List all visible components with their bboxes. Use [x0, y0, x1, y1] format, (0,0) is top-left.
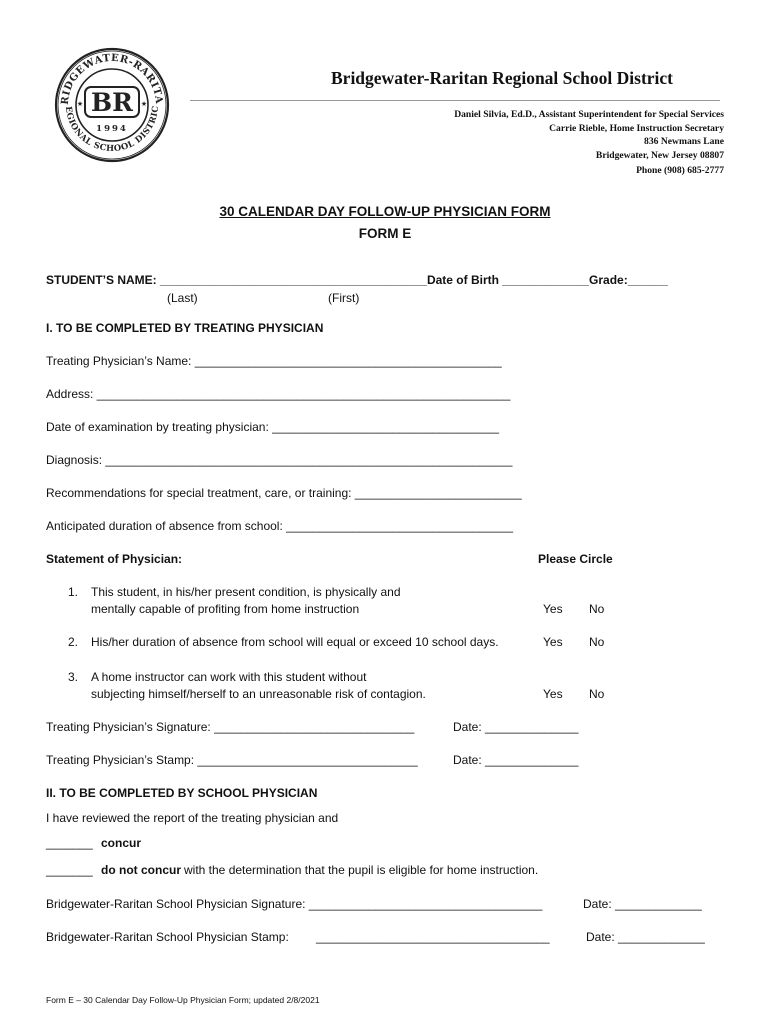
section2-heading: II. TO BE COMPLETED BY SCHOOL PHYSICIAN — [46, 786, 318, 800]
first-name-label: (First) — [328, 291, 360, 305]
treating-signature-date: Date: ______________ — [453, 720, 579, 734]
form-title: 30 CALENDAR DAY FOLLOW-UP PHYSICIAN FORM — [219, 204, 551, 219]
last-name-label: (Last) — [167, 291, 198, 305]
not-concur-label: do not concur — [101, 863, 181, 877]
school-signature-date: Date: _____________ — [583, 897, 702, 911]
statement-number: 2. — [68, 635, 79, 649]
statement-number: 3. — [68, 670, 79, 684]
statement-label: Statement of Physician: — [46, 552, 183, 566]
yes-option[interactable]: Yes — [543, 635, 563, 649]
address-field: Address: ______________________________________________________________ — [46, 387, 511, 401]
diagnosis-field: Diagnosis: _____________________________________________________________ — [46, 453, 513, 467]
school-stamp-line: ___________________________________ — [316, 930, 550, 944]
district-name: Bridgewater-Raritan Regional School District — [331, 68, 674, 88]
header-info-line: Daniel Silvia, Ed.D., Assistant Superintendent for Special Services — [454, 109, 724, 120]
school-stamp-label: Bridgewater-Raritan School Physician Stamp: — [46, 930, 289, 944]
treating-stamp-field: Treating Physician’s Stamp: _________________________________ — [46, 753, 418, 767]
statement-text: This student, in his/her present condition, is physically and — [91, 585, 401, 599]
not-concur-blank: _______ — [46, 863, 93, 877]
logo-monogram: BR — [91, 88, 133, 117]
yes-option[interactable]: Yes — [543, 687, 563, 701]
form-subtitle: FORM E — [358, 226, 412, 241]
statement-text: A home instructor can work with this student without — [91, 670, 367, 684]
star-icon: ★ — [76, 101, 84, 108]
school-signature-field: Bridgewater-Raritan School Physician Signature: ___________________________________ — [46, 897, 543, 911]
reviewed-statement: I have reviewed the report of the treating physician and — [46, 811, 339, 825]
header-divider — [190, 100, 720, 101]
not-concur-rest: with the determination that the pupil is eligible for home instruction. — [184, 863, 539, 877]
recommendations-field: Recommendations for special treatment, care, or training: _________________________ — [46, 486, 522, 500]
exam-date-field: Date of examination by treating physician: __________________________________ — [46, 420, 500, 434]
yes-option[interactable]: Yes — [543, 602, 563, 616]
treating-signature-field: Treating Physician’s Signature: ______________________________ — [46, 720, 415, 734]
logo-ring-top: RIDGEWATER-RARITA — [59, 52, 165, 106]
footer-text: Form E – 30 Calendar Day Follow-Up Physician Form; updated 2/8/2021 — [46, 995, 320, 1005]
no-option[interactable]: No — [589, 687, 605, 701]
concur-blank: _______ — [46, 836, 93, 850]
student-name-line: STUDENT’S NAME: ________________________________________Date of Birth _____________Grade:______ — [46, 273, 668, 287]
statement-text: subjecting himself/herself to an unreasonable risk of contagion. — [91, 687, 426, 701]
concur-label: concur — [101, 836, 142, 850]
statement-text: His/her duration of absence from school will equal or exceed 10 school days. — [91, 635, 499, 649]
section1-heading: I. TO BE COMPLETED BY TREATING PHYSICIAN — [46, 321, 324, 335]
logo-year: 1994 — [96, 124, 128, 134]
header-info-line: Carrie Rieble, Home Instruction Secretary — [549, 123, 724, 134]
treating-physician-name-field: Treating Physician’s Name: ______________________________________________ — [46, 354, 502, 368]
statement-text: mentally capable of profiting from home instruction — [91, 602, 360, 616]
header-info-line: 836 Newmans Lane — [644, 136, 724, 147]
star-icon: ★ — [140, 101, 148, 108]
no-option[interactable]: No — [589, 602, 605, 616]
logo-ring-bottom: EGIONAL SCHOOL DISTRIC — [63, 105, 161, 154]
no-option[interactable]: No — [589, 635, 605, 649]
statement-number: 1. — [68, 585, 79, 599]
treating-stamp-date: Date: ______________ — [453, 753, 579, 767]
district-logo — [54, 47, 170, 163]
header-info-line: Phone (908) 685-2777 — [636, 165, 724, 176]
please-circle-label: Please Circle — [538, 552, 613, 566]
header-info-line: Bridgewater, New Jersey 08807 — [595, 150, 724, 161]
school-stamp-date: Date: _____________ — [586, 930, 705, 944]
absence-duration-field: Anticipated duration of absence from school: __________________________________ — [46, 519, 514, 533]
